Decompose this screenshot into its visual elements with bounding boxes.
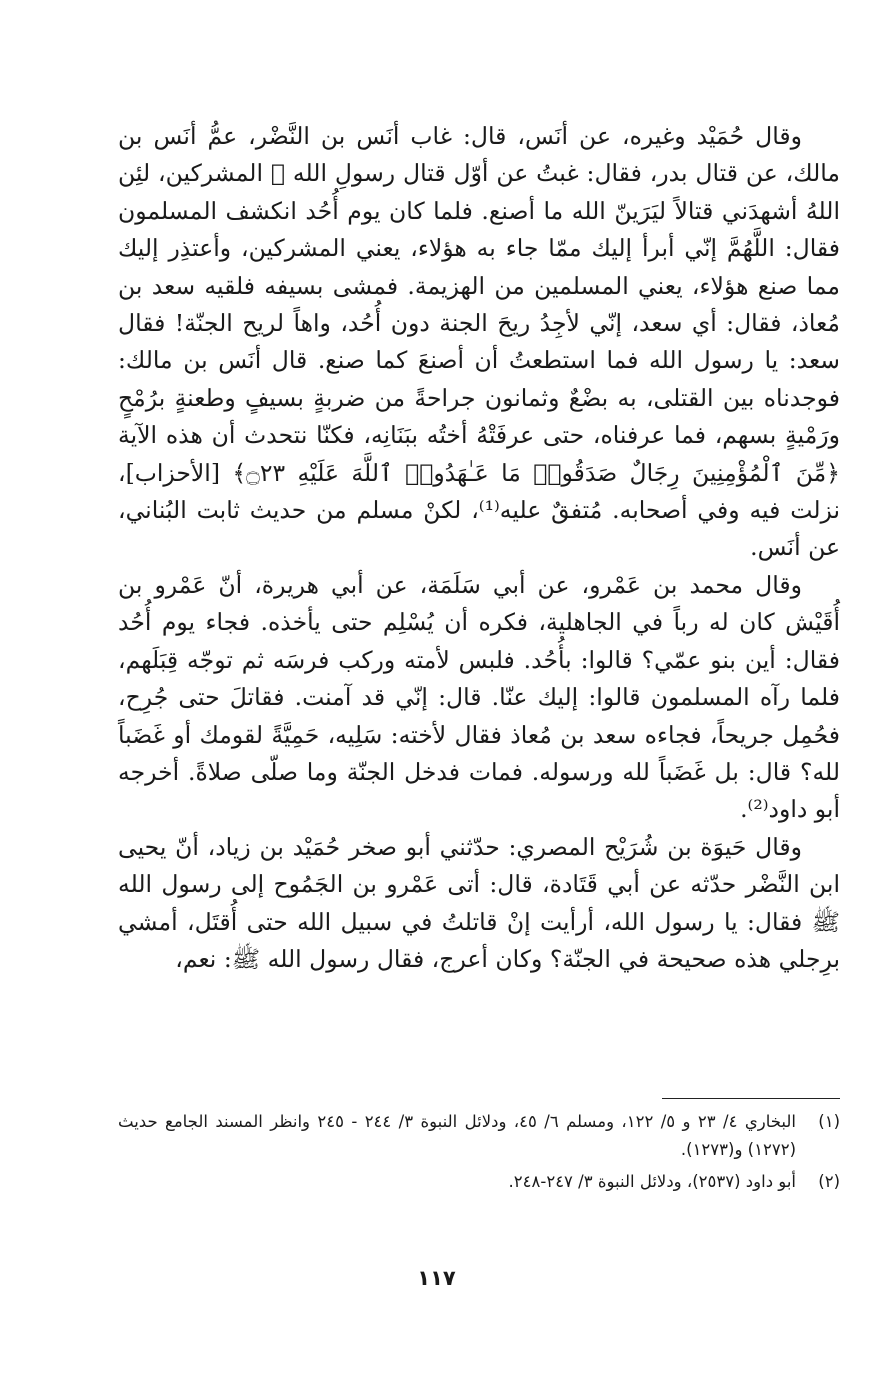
footnote-text: البخاري ٤/ ٢٣ و ٥/ ١٢٢، ومسلم ٦/ ٤٥، ودلائل النبوة ٣/ ٢٤٤ - ٢٤٥ وانظر المسند الجامع حديث (١٢٧٢) و(١٢٧٣).	[118, 1112, 796, 1159]
footnote-1	[118, 1108, 840, 1163]
paragraph-amr-bin-uqaysh: وقال محمد بن عَمْرو، عن أبي سَلَمَة، عن أبي هريرة، أنّ عَمْرو بن أُقَيْش كان له رباً في الجاهلية، فكره أن يُسْلِم حتى يأخذه. فجاء يوم أُحُد فقال: أين بنو عمّي؟ قالوا: بأُحُد. فلبس لأمته وركب فرسَه ثم توجّه قِبَلَهم، فلما رآه المسلمون قالوا: إليك عنّا. قال: إنّي قد آمنت. فقاتلَ حتى جُرِح، فحُمِل جريحاً، فجاءه سعد بن مُعاذ فقال لأخته: سَلِيه، حَمِيَّةً لقومك أو غَضَباً لله؟ قال: بل غَضَباً لله ورسوله. فمات فدخل الجنّة وما صلّى صلاةً. أخرجه أبو داود⁽²⁾.	[118, 570, 840, 824]
footnote-number: (١)	[818, 1112, 840, 1131]
main-text	[118, 118, 840, 978]
paragraph-amr-bin-jamuh: وقال حَيوَة بن شُرَيْح المصري: حدّثني أبو صخر حُمَيْد بن زياد، أنّ يحيى ابن النَّضْر حدّثه عن أبي قَتَادة، قال: أتى عَمْرو بن الجَمُوح إلى رسول الله ﷺ فقال: يا رسول الله، أرأيت إنْ قاتلتُ في سبيل الله حتى أُقتَل، أمشي برِجلي هذه صحيحة في الجنّة؟ وكان أعرج، فقال رسول الله ﷺ: نعم،	[118, 832, 840, 973]
footnote-2	[118, 1168, 840, 1196]
paragraph-anas-bin-nadr: وقال حُمَيْد وغيره، عن أنَس، قال: غاب أنَس بن النَّضْر، عمُّ أنَس بن مالك، عن قتال بدر، فقال: غبتُ عن أوّل قتال رسولِ الله ﷺ المشركين، لئِن اللهُ أشهدَني قتالاً ليَرَينّ الله ما أصنع. فلما كان يوم أُحُد انكشف المسلمون فقال: اللَّهُمَّ إنّي أبرأ إليك ممّا جاء به هؤلاء، يعني المشركين، وأعتذِر إليك مما صنع هؤلاء، يعني المسلمين من الهزيمة. فمشى بسيفه فلقيه سعد بن مُعاذ، فقال: أي سعد، إنّي لأجِدُ ريحَ الجنة دون أُحُد، واهاً لريح الجنّة! فقال سعد: يا رسول الله فما استطعتُ أن أصنعَ كما صنع. قال أنَس بن مالك: فوجدناه بين القتلى، به بضْعٌ وثمانون جراحةً من ضربةٍ بسيفٍ وطعنةٍ برُمْحٍ ورَمْيةٍ بسهم، فما عرفناه، حتى عرفَتْهُ أختُه ببَنَانِه، فكنّا نتحدث أن هذه الآية ﴿مِّنَ ٱلْمُؤْمِنِينَ رِجَالٌ صَدَقُوا۟ مَا عَـٰهَدُوا۟ ٱللَّهَ عَلَيْهِ ۝٢٣﴾ [الأحزاب]، نزلت فيه وفي أصحابه. مُتفقٌ عليه⁽¹⁾، لكنْ مسلم من حديث ثابت البُناني، عن أنَس.	[118, 122, 840, 562]
footnote-number: (٢)	[818, 1172, 840, 1191]
page-number: ١١٧	[417, 1266, 456, 1290]
footnotes	[118, 1108, 840, 1196]
footnote-text: أبو داود (٢٥٣٧)، ودلائل النبوة ٣/ ٢٤٧-٢٤٨.	[508, 1172, 796, 1191]
footnote-divider	[662, 1098, 840, 1099]
